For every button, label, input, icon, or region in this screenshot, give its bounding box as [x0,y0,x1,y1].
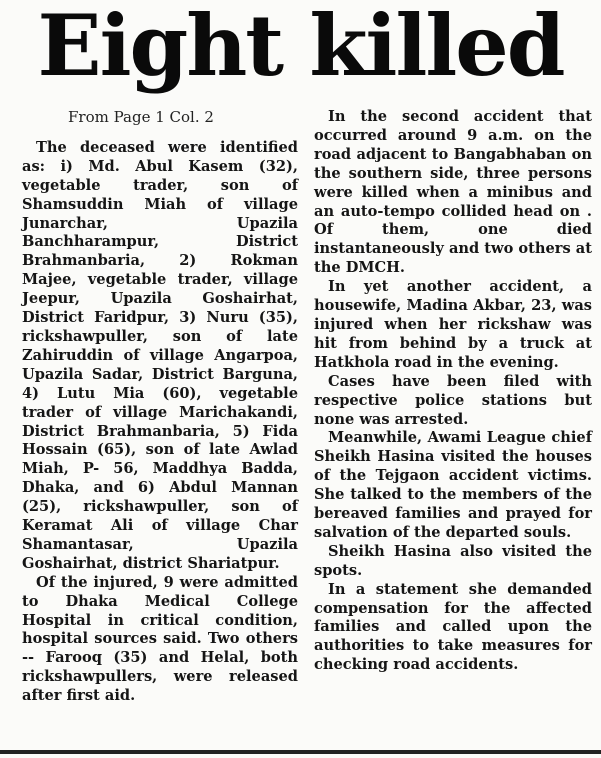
bottom-rule [0,750,601,754]
paragraph-second-accident: In the second accident that occurred around 9 a.m. on the road adjacent to Bangabhaban on the southern side, three persons were killed when a minibus and an auto-tempo collided head on . Of them, one died instantaneously and two others at the DMCH. [314,108,592,277]
headline: Eight killed [37,0,564,95]
paragraph-another-accident: In yet another accident, a housewife, Madina Akbar, 23, was injured when her rickshaw was hit from behind by a truck at Hatkhola road in the evening. [314,278,592,371]
right-column [314,108,592,675]
paragraph-hasina-visit: Meanwhile, Awami League chief Sheikh Hasina visited the houses of the Tejgaon accident victims. She talked to the members of the bereaved families and prayed for salvation of the departed souls. [314,429,592,541]
continuation-line: From Page 1 Col. 2 [68,108,214,126]
paragraph-deceased-list: The deceased were identified as: i) Md. Abul Kasem (32), vegetable trader, son of Shamsuddin Miah of village Junarchar, Upazila Banchharampur, District Brahmanbaria, 2) Rokman Majee, vegetable trader, village Jeepur, Upazila Goshairhat, District Faridpur, 3) Nuru (35), rickshawpuller, son of late Zahiruddin of village Angarpoa, Upazila Sadar, District Barguna, 4) Lutu Mia (60), vegetable trader of village Marichakandi, District Brahmanbaria, 5) Fida Hossain (65), son of late Awlad Miah, P- 56, Maddhya Badda, Dhaka, and 6) Abdul Mannan (25), rickshawpuller, son of Keramat Ali of village Char Shamantasar, Upazila Goshairhat, district Shariatpur. [22,138,298,572]
paragraph-cases-filed: Cases have been filed with respective police stations but none was arrested. [314,372,592,428]
paragraph-injured: Of the injured, 9 were admitted to Dhaka Medical College Hospital in critical condition, hospital sources said. Two others -- Farooq (35) and Helal, both rickshawpullers, were released after first aid. [22,573,298,705]
left-column [22,108,298,706]
paragraph-statement: In a statement she demanded compensation for the affected families and called upon the authorities to take measures for checking road accidents. [314,580,592,674]
paragraph-visited-spots: Sheikh Hasina also visited the spots. [314,542,592,579]
